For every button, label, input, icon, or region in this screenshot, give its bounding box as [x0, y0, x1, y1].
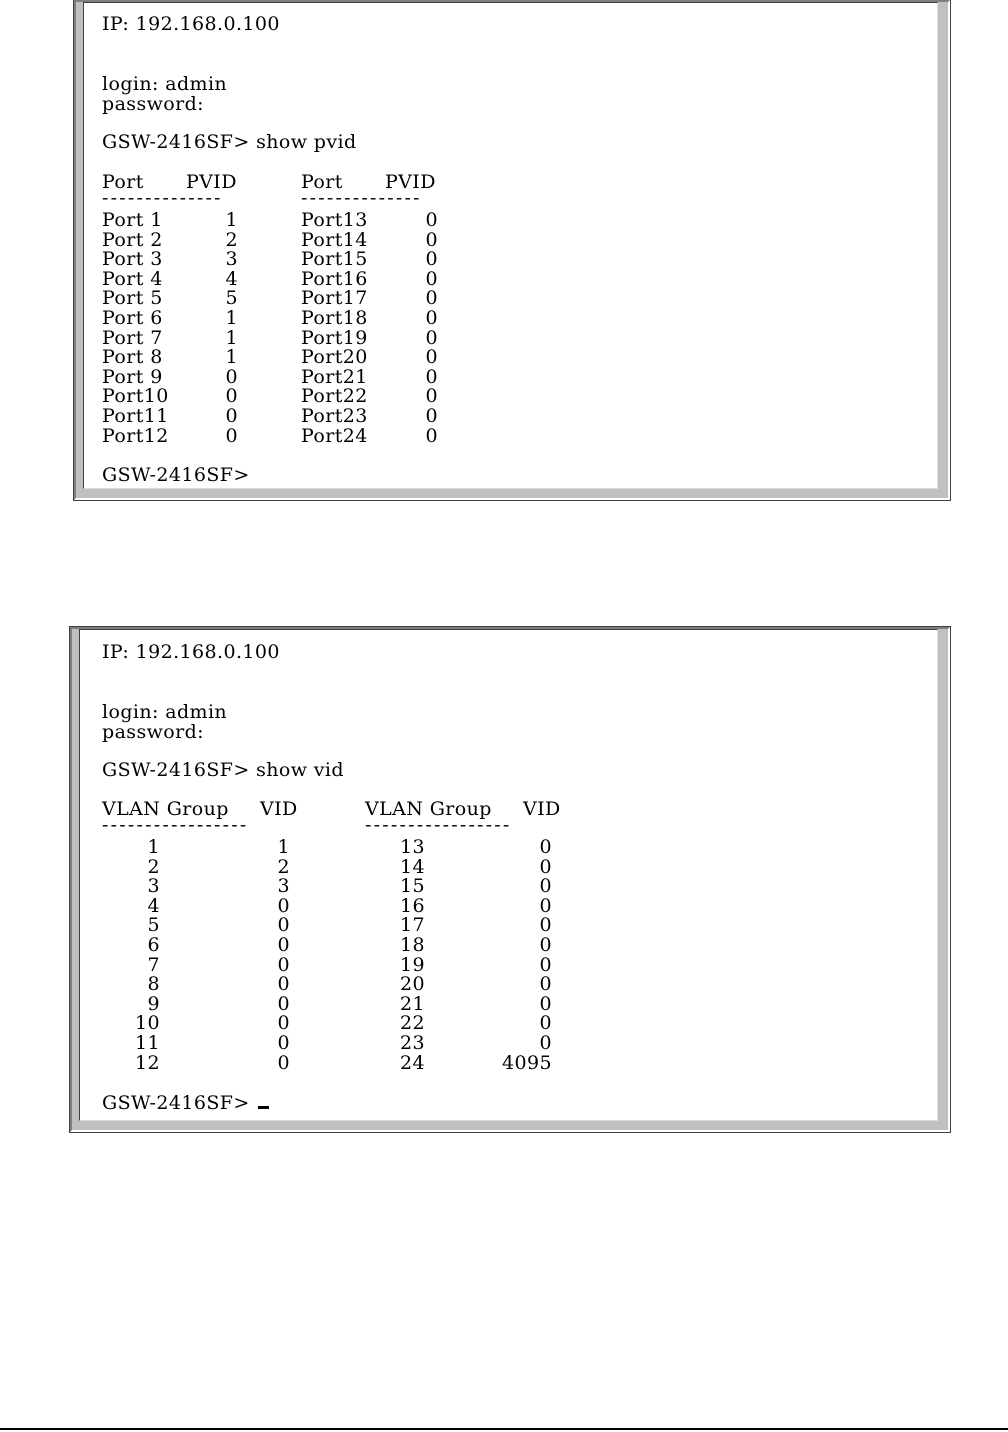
login-line: login: admin — [102, 73, 228, 95]
pvid-value: 0 — [225, 405, 238, 427]
page-bottom-rule — [0, 1428, 1008, 1430]
port-name: Port 8 — [102, 346, 163, 369]
port-name: Port 5 — [102, 287, 163, 310]
vlan-group-number: 15 — [400, 875, 425, 898]
port-name: Port17 — [301, 287, 368, 310]
vid-value: 0 — [277, 1032, 290, 1054]
port-name: Port 9 — [102, 365, 163, 388]
vlan-group-number: 14 — [400, 855, 425, 878]
vid-value: 0 — [277, 1051, 290, 1074]
terminal-screen-pvid[interactable] — [83, 2, 938, 489]
prompt-line: GSW-2416SF> — [102, 464, 250, 486]
vid-value: 0 — [277, 992, 290, 1015]
port-name: Port14 — [301, 228, 368, 251]
vlan-group-number: 13 — [400, 836, 425, 858]
vid-value: 1 — [277, 836, 290, 858]
ip-line: IP: 192.168.0.100 — [102, 641, 280, 663]
header-pvid-right: PVID — [385, 171, 436, 193]
prompt-line — [102, 1094, 269, 1113]
login-line: login: admin — [102, 701, 228, 723]
vid-value: 0 — [539, 953, 552, 976]
command-line: GSW-2416SF> show pvid — [102, 131, 357, 153]
pvid-value: 1 — [225, 346, 238, 369]
port-name: Port11 — [102, 405, 169, 427]
separator-right: ----------------- — [365, 814, 512, 836]
pvid-value: 1 — [225, 326, 238, 349]
vid-value: 0 — [539, 855, 552, 878]
pvid-value: 0 — [425, 424, 438, 447]
vid-value: 0 — [277, 953, 290, 976]
pvid-value: 0 — [425, 209, 438, 231]
pvid-value: 0 — [225, 365, 238, 388]
pvid-value: 5 — [225, 287, 238, 310]
pvid-value: 0 — [425, 365, 438, 388]
vid-value: 0 — [539, 973, 552, 996]
vid-value: 0 — [277, 973, 290, 996]
password-line: password: — [102, 721, 204, 743]
pvid-value: 0 — [425, 267, 438, 290]
vlan-group-number: 2 — [147, 855, 160, 878]
vlan-group-number: 11 — [135, 1032, 160, 1054]
pvid-value: 2 — [225, 228, 238, 251]
vid-value: 0 — [539, 875, 552, 898]
vlan-group-number: 7 — [147, 953, 160, 976]
port-name: Port20 — [301, 346, 368, 369]
port-name: Port 4 — [102, 267, 163, 290]
terminal-screen-vid[interactable] — [79, 629, 938, 1121]
port-name: Port23 — [301, 405, 368, 427]
header-port-left: Port — [102, 171, 144, 193]
vlan-group-number: 19 — [400, 953, 425, 976]
vlan-group-number: 24 — [400, 1051, 425, 1074]
pvid-value: 0 — [425, 307, 438, 329]
vid-value: 0 — [539, 992, 552, 1015]
separator-right: -------------- — [301, 187, 422, 209]
pvid-value: 0 — [425, 248, 438, 271]
header-pvid-left: PVID — [186, 171, 237, 193]
text-cursor — [258, 1106, 269, 1109]
port-name: Port 3 — [102, 248, 163, 271]
vlan-group-number: 18 — [400, 934, 425, 956]
vlan-group-number: 17 — [400, 914, 425, 937]
port-name: Port 2 — [102, 228, 163, 251]
vlan-group-number: 1 — [147, 836, 160, 858]
terminal-window-pvid — [74, 0, 950, 500]
pvid-value: 0 — [225, 385, 238, 408]
vid-value: 0 — [539, 1032, 552, 1054]
vlan-group-number: 10 — [135, 1012, 160, 1035]
header-group-left: VLAN Group — [102, 798, 229, 820]
header-group-right: VLAN Group — [365, 798, 492, 820]
port-name: Port18 — [301, 307, 368, 329]
password-line: password: — [102, 93, 204, 115]
port-name: Port 1 — [102, 209, 163, 231]
port-name: Port 7 — [102, 326, 163, 349]
vlan-group-number: 8 — [147, 973, 160, 996]
pvid-value: 0 — [225, 424, 238, 447]
vid-value: 0 — [277, 934, 290, 956]
vlan-group-number: 5 — [147, 914, 160, 937]
header-vid-left: VID — [260, 798, 298, 820]
port-name: Port16 — [301, 267, 368, 290]
vlan-group-number: 6 — [147, 934, 160, 956]
terminal-window-vid — [70, 627, 950, 1132]
vid-value: 0 — [539, 934, 552, 956]
pvid-value: 0 — [425, 287, 438, 310]
vid-value: 0 — [277, 894, 290, 917]
port-name: Port21 — [301, 365, 368, 388]
vid-value: 4095 — [502, 1051, 552, 1074]
vlan-group-number: 4 — [147, 894, 160, 917]
pvid-value: 0 — [425, 405, 438, 427]
pvid-value: 1 — [225, 209, 238, 231]
pvid-value: 4 — [225, 267, 238, 290]
vid-value: 0 — [277, 1012, 290, 1035]
command-line: GSW-2416SF> show vid — [102, 759, 344, 781]
port-name: Port 6 — [102, 307, 163, 329]
vlan-group-number: 12 — [135, 1051, 160, 1074]
vlan-group-number: 9 — [147, 992, 160, 1015]
vid-value: 0 — [539, 836, 552, 858]
separator-left: ----------------- — [102, 814, 249, 836]
pvid-value: 0 — [425, 228, 438, 251]
port-name: Port13 — [301, 209, 368, 231]
vlan-group-number: 20 — [400, 973, 425, 996]
vid-value: 0 — [539, 1012, 552, 1035]
vlan-group-number: 21 — [400, 992, 425, 1015]
port-name: Port24 — [301, 424, 368, 447]
pvid-value: 0 — [425, 326, 438, 349]
vid-value: 2 — [277, 855, 290, 878]
vid-value: 3 — [277, 875, 290, 898]
port-name: Port19 — [301, 326, 368, 349]
pvid-value: 3 — [225, 248, 238, 271]
vlan-group-number: 22 — [400, 1012, 425, 1035]
vlan-group-number: 3 — [147, 875, 160, 898]
pvid-value: 0 — [425, 346, 438, 369]
vlan-group-number: 16 — [400, 894, 425, 917]
port-name: Port12 — [102, 424, 169, 447]
prompt-text: GSW-2416SF> — [102, 1092, 250, 1114]
vid-value: 0 — [277, 914, 290, 937]
pvid-value: 1 — [225, 307, 238, 329]
pvid-value: 0 — [425, 385, 438, 408]
port-name: Port15 — [301, 248, 368, 271]
vid-value: 0 — [539, 894, 552, 917]
separator-left: -------------- — [102, 187, 223, 209]
vid-value: 0 — [539, 914, 552, 937]
ip-line: IP: 192.168.0.100 — [102, 13, 280, 35]
header-port-right: Port — [301, 171, 343, 193]
port-name: Port10 — [102, 385, 169, 408]
port-name: Port22 — [301, 385, 368, 408]
header-vid-right: VID — [523, 798, 561, 820]
vlan-group-number: 23 — [400, 1032, 425, 1054]
